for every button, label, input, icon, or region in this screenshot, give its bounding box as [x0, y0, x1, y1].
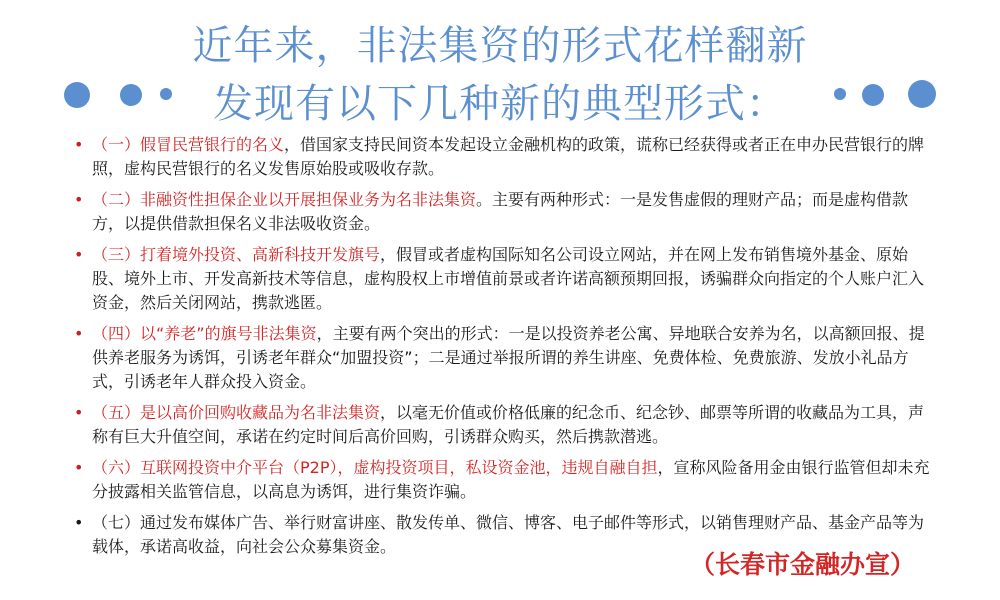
decorative-dot: [834, 88, 846, 100]
bullet-icon: •: [74, 190, 84, 209]
decorative-dot: [908, 80, 936, 108]
item-text: ，宣称风险备用金由银行监管但却未充分披露相关监管信息，以高息为诱饵，进行集资诈骗。: [92, 458, 930, 501]
bullet-icon: •: [74, 513, 84, 532]
item-highlight: （一）假冒民营银行的名义: [92, 135, 285, 154]
bullet-icon: •: [74, 458, 84, 477]
list-item: [74, 456, 934, 504]
bullet-icon: •: [74, 135, 84, 154]
bullet-icon: •: [74, 245, 84, 264]
source-attribution: （长春市金融办宣）: [690, 550, 916, 579]
fraud-forms-list: [74, 133, 934, 566]
item-highlight: （四）以“养老”的旗号非法集资: [92, 324, 317, 343]
decorative-dot: [862, 84, 884, 106]
item-text: 。主要有两种形式：一是发售虚假的理财产品；而是虚构借款方，以提供借款担保名义非法吸收资金。: [92, 190, 909, 233]
list-item: [74, 401, 934, 449]
bullet-icon: •: [74, 403, 84, 422]
decorative-dot: [160, 88, 172, 100]
item-highlight: （五）是以高价回购收藏品为名非法集资: [92, 403, 381, 422]
item-text: ，主要有两个突出的形式：一是以投资养老公寓、异地联合安养为名，以高额回报、提供养老服务为诱饵，引诱老年群众“加盟投资”；二是通过举报所谓的养生讲座、免费体检、免费旅游、发放小礼品方式，引诱老年人群众投入资金。: [92, 324, 925, 391]
list-item: [74, 133, 934, 181]
slide-title-line-1: 近年来，非法集资的形式花样翻新: [192, 23, 808, 69]
item-text: ，假冒或者虚构国际知名公司设立网站，并在网上发布销售境外基金、原始股、境外上市、开发高新技术等信息，虚构股权上市增值前景或者许诺高额预期回报，诱骗群众向指定的个人账户汇入资金，然后关闭网站，携款逃匿。: [92, 245, 925, 312]
item-text: （七）通过发布媒体广告、举行财富讲座、散发传单、微信、博客、电子邮件等形式，以销售理财产品、基金产品等为载体，承诺高收益，向社会公众募集资金。: [92, 513, 925, 556]
item-text: ，借国家支持民间资本发起设立金融机构的政策，谎称已经获得或者正在申办民营银行的牌照，虚构民营银行的名义发售原始股或吸收存款。: [92, 135, 925, 178]
item-highlight: （六）互联网投资中介平台（P2P），虚构投资项目，私设资金池，违规自融自担: [92, 458, 658, 477]
decorative-dot: [120, 84, 142, 106]
list-item: [74, 243, 934, 315]
item-text: ，以毫无价值或价格低廉的纪念币、纪念钞、邮票等所谓的收藏品为工具，声称有巨大升值空间，承诺在约定时间后高价回购，引诱群众购买，然后携款潜逃。: [92, 403, 925, 446]
slide-title-line-2: 发现有以下几种新的典型形式：: [213, 81, 787, 127]
list-item: [74, 322, 934, 394]
decorative-dot: [64, 82, 90, 108]
item-highlight: （三）打着境外投资、高新科技开发旗号: [92, 245, 381, 264]
list-item: [74, 188, 934, 236]
bullet-icon: •: [74, 324, 84, 343]
item-highlight: （二）非融资性担保企业以开展担保业务为名非法集资: [92, 190, 477, 209]
